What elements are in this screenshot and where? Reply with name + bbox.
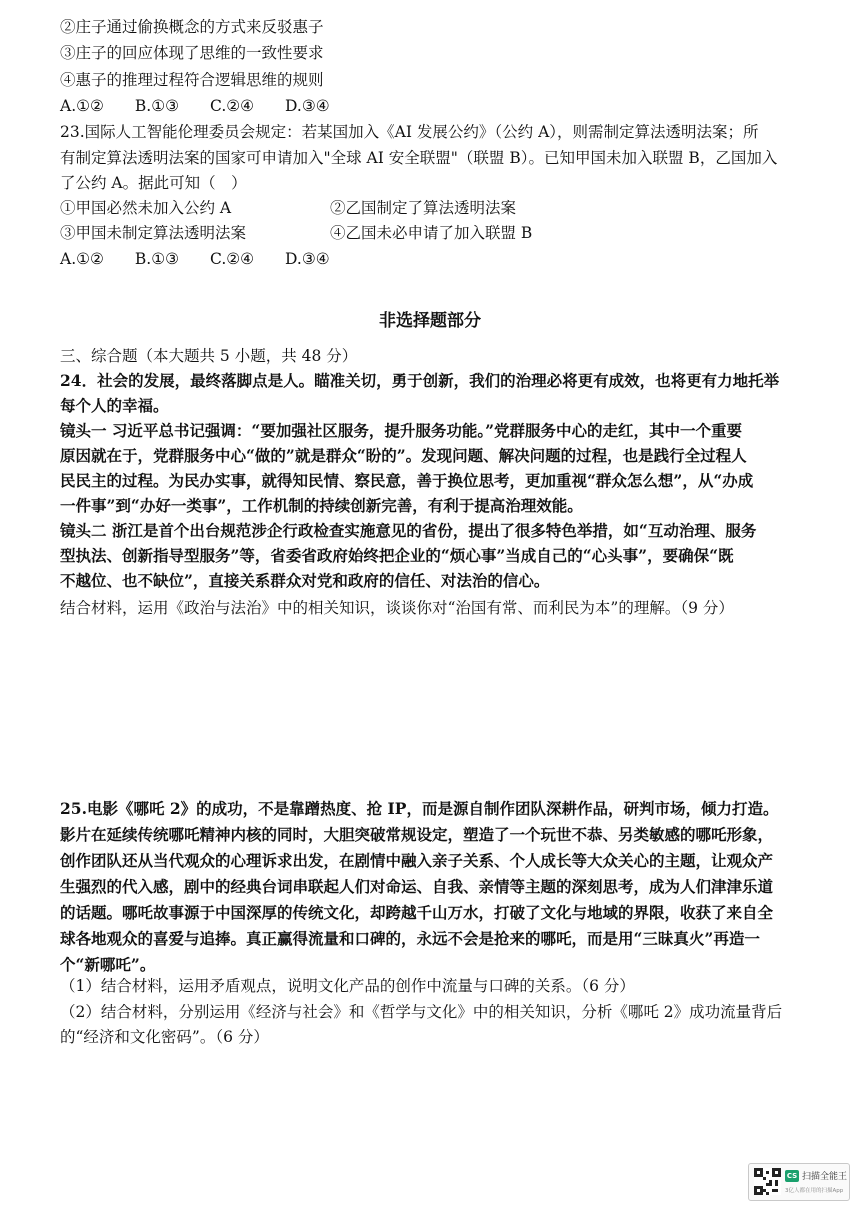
q23-stem-line-1: 23.国际人工智能伦理委员会规定：若某国加入《AI 发展公约》（公约 A），则需制定算法透明法案；所 [60,123,759,141]
q23-option-2: ②乙国制定了算法透明法案 [330,199,517,217]
q24-line-7: 镜头二 浙江是首个出台规范涉企行政检查实施意见的省份，提出了很多特色举措，如“互动治理、服务 [60,521,757,540]
q24-line-8: 型执法、创新指导型服务”等，省委省政府始终把企业的“烦心事”当成自己的“心头事”，要确保“既 [60,546,734,565]
q25-subquestion-1: （1）结合材料，运用矛盾观点，说明文化产品的创作中流量与口碑的关系。（6 分） [60,977,635,995]
q25-line-2: 影片在延续传统哪吒精神内核的同时，大胆突破常规设定，塑造了一个玩世不恭、另类敏感的哪吒形象， [60,825,774,844]
q23-answer-choices: A.①② B.①③ C.②④ D.③④ [60,250,330,268]
q24-question: 结合材料，运用《政治与法治》中的相关知识，谈谈你对“治国有常、而利民为本”的理解。（9 分） [60,599,734,617]
cs-logo-icon: CS [786,1172,798,1180]
q24-line-1: 24．社会的发展，最终落脚点是人。瞄准关切，勇于创新，我们的治理必将更有成效，也将更有力地托举 [60,371,780,390]
q25-line-7: 个“新哪吒”。 [60,955,156,974]
q22-option-3: ③庄子的回应体现了思维的一致性要求 [60,44,324,62]
q23-options-row-2 [60,220,532,246]
q25-subquestion-2-line-2: 的“经济和文化密码”。（6 分） [60,1028,269,1046]
scanner-app-tagline: 3亿人都在用的扫描App [785,1188,844,1194]
section-title: 非选择题部分 [379,311,481,331]
q22-answer-choices: A.①② B.①③ C.②④ D.③④ [60,97,330,115]
section-subtitle: 三、综合题（本大题共 5 小题，共 48 分） [60,347,358,365]
qr-code-icon [754,1168,781,1195]
q24-line-6: 一件事”到“办好一类事”，工作机制的持续创新完善，有利于提高治理效能。 [60,496,583,515]
q23-options-row-1 [60,195,516,221]
q24-line-2: 每个人的幸福。 [60,396,169,415]
q25-line-5: 的话题。哪吒故事源于中国深厚的传统文化，却跨越千山万水，打破了文化与地域的界限，收获了来自全 [60,903,774,922]
q25-line-4: 生强烈的代入感，剧中的经典台词串联起人们对命运、自我、亲情等主题的深刻思考，成为人们津津乐道 [60,877,774,896]
q23-option-4: ④乙国未必申请了加入联盟 B [330,224,533,242]
q23-option-3: ③甲国未制定算法透明法案 [60,224,247,242]
q24-line-9: 不越位、也不缺位”，直接关系群众对党和政府的信任、对法治的信心。 [60,571,550,590]
scanner-app-name: 扫描全能王 [802,1172,848,1182]
q23-stem-line-2: 有制定算法透明法案的国家可申请加入"全球 AI 安全联盟"（联盟 B）。已知甲国未加入联盟 B，乙国加入 [60,149,778,167]
q23-stem-line-3: 了公约 A。据此可知（ ） [60,174,247,192]
q22-option-2: ②庄子通过偷换概念的方式来反驳惠子 [60,18,324,36]
q25-line-3: 创作团队还从当代观众的心理诉求出发，在剧情中融入亲子关系、个人成长等大众关心的主题，让观众产 [60,851,774,870]
q25-line-1: 25.电影《哪吒 2》的成功，不是靠蹭热度、抢 IP，而是源自制作团队深耕作品，研判市场，倾力打造。 [60,799,779,818]
q22-option-4: ④惠子的推理过程符合逻辑思维的规则 [60,71,324,89]
q25-line-6: 球各地观众的喜爱与追捧。真正赢得流量和口碑的，永远不会是抢来的哪吒，而是用“三昧真火”再造一 [60,929,760,948]
q24-line-5: 民民主的过程。为民办实事，就得知民情、察民意，善于换位思考，更加重视“群众怎么想”，从“办成 [60,471,754,490]
q25-subquestion-2-line-1: （2）结合材料，分别运用《经济与社会》和《哲学与文化》中的相关知识，分析《哪吒 2》成功流量背后 [60,1003,783,1021]
scanner-watermark [748,1163,850,1201]
q24-line-3: 镜头一 习近平总书记强调：“要加强社区服务，提升服务功能。”党群服务中心的走红，其中一个重要 [60,421,742,440]
q24-line-4: 原因就在于，党群服务中心“做的”就是群众“盼的”。发现问题、解决问题的过程，也是践行全过程人 [60,446,747,465]
q23-option-1: ①甲国必然未加入公约 A [60,199,232,217]
